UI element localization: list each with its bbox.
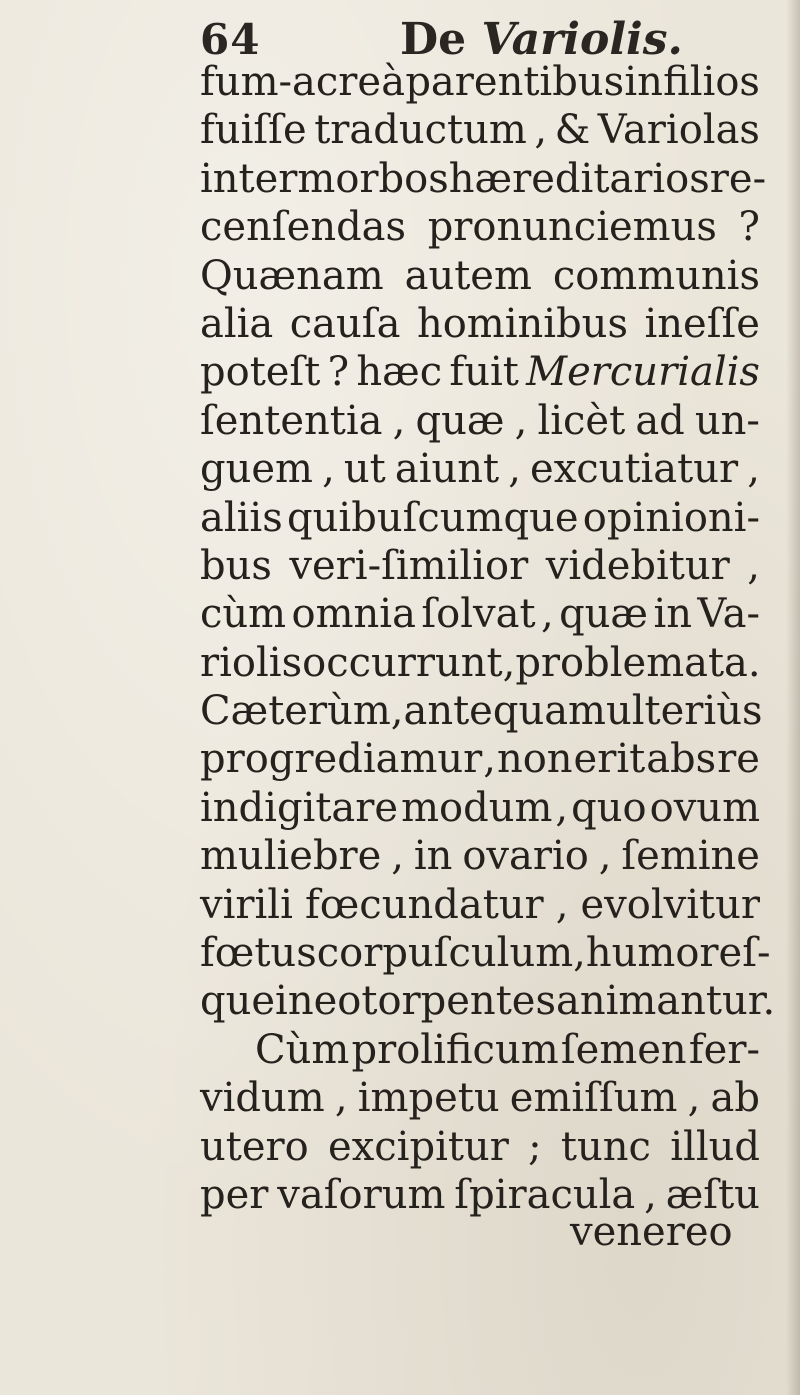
text-line xyxy=(200,445,760,493)
word: impetu xyxy=(357,1075,500,1122)
word: , xyxy=(508,446,521,493)
text-line xyxy=(200,542,760,590)
text-line xyxy=(200,590,760,638)
word: ; xyxy=(528,1123,542,1170)
word: ? xyxy=(327,349,350,396)
word: ineſſe xyxy=(644,300,760,347)
word: hæc xyxy=(356,349,443,396)
catchword: venereo xyxy=(570,1209,733,1255)
word: vidum xyxy=(200,1075,325,1122)
word: , xyxy=(334,1075,348,1122)
word: & xyxy=(554,107,591,154)
text-line xyxy=(200,735,760,783)
running-title-prefix: De xyxy=(400,14,482,65)
word: ut xyxy=(343,446,386,493)
word: ulteriùs xyxy=(605,688,763,735)
word: à xyxy=(381,59,406,105)
word: problemata. xyxy=(515,639,761,686)
word: parentibus xyxy=(405,59,625,105)
word: fer- xyxy=(688,1026,760,1073)
word: ſolvat xyxy=(421,591,536,638)
word: , xyxy=(747,446,760,493)
word: traductum xyxy=(314,107,527,154)
word: omnia xyxy=(291,591,416,638)
text-line xyxy=(200,300,760,348)
word: evolvitur xyxy=(580,881,760,928)
word: antequam xyxy=(403,688,606,735)
text-line xyxy=(200,155,767,203)
word: , xyxy=(322,446,335,493)
word: eo xyxy=(313,978,362,1025)
word: ſententia xyxy=(200,397,383,444)
word: Va- xyxy=(697,591,760,638)
word: excipitur xyxy=(328,1123,509,1170)
word: , xyxy=(555,784,569,831)
word: licèt xyxy=(537,397,626,444)
word: fum-acre xyxy=(200,59,382,105)
text-line xyxy=(200,203,760,251)
word: muliebre xyxy=(200,833,382,880)
word: occurrunt xyxy=(302,639,503,686)
word: hominibus xyxy=(416,300,628,347)
word: cenſendas xyxy=(200,204,407,251)
word: , xyxy=(598,833,612,880)
word: ? xyxy=(738,204,760,251)
word: prolificum xyxy=(351,1026,559,1073)
word: cùm xyxy=(200,591,287,638)
word: , xyxy=(573,930,586,977)
word: , xyxy=(534,107,548,154)
word: riolis xyxy=(200,639,303,686)
word: , xyxy=(644,1171,657,1218)
word: bus xyxy=(200,542,272,589)
word: indigitare xyxy=(200,784,399,831)
word: pronunciemus xyxy=(427,204,717,251)
word: , xyxy=(391,833,404,880)
text-line xyxy=(200,881,760,929)
word: Cùm xyxy=(255,1026,350,1073)
word: morbos xyxy=(297,155,449,202)
word: autem xyxy=(404,252,532,299)
word: , xyxy=(514,397,528,444)
word: , xyxy=(555,881,569,928)
word: erit xyxy=(573,736,646,783)
word: , xyxy=(483,736,496,783)
word: que xyxy=(200,978,276,1025)
page-edge-shadow xyxy=(786,0,800,1395)
word: illud xyxy=(670,1123,760,1170)
word: utero xyxy=(200,1123,309,1170)
word: modum xyxy=(401,784,553,831)
word: , xyxy=(392,397,406,444)
word: , xyxy=(687,1075,701,1122)
text-line xyxy=(200,977,776,1025)
word: quæ xyxy=(559,591,649,638)
text-line xyxy=(200,1074,760,1122)
word: ovario xyxy=(462,833,589,880)
word: Mercurialis xyxy=(526,349,760,396)
word: ſemine xyxy=(621,833,760,880)
word: in xyxy=(653,591,692,638)
word: in xyxy=(624,59,663,105)
word: quæ xyxy=(415,397,505,444)
word: virili xyxy=(200,881,293,928)
word: ab xyxy=(710,1075,760,1122)
word: fuiſſe xyxy=(200,107,307,154)
word: in xyxy=(275,978,314,1025)
word: hæreditarios xyxy=(448,155,710,202)
body-text xyxy=(200,58,776,1219)
text-line xyxy=(200,348,760,396)
text-line xyxy=(200,1026,760,1074)
word: progrediamur xyxy=(200,736,483,783)
word: aiunt xyxy=(394,446,500,493)
word: aliis xyxy=(200,494,283,541)
word: fuit xyxy=(449,349,519,396)
text-line xyxy=(200,494,760,542)
word: Quænam xyxy=(200,252,384,299)
word: abs xyxy=(646,736,717,783)
word: ſpiracula xyxy=(454,1171,636,1218)
word: communis xyxy=(552,252,760,299)
word: poteſt xyxy=(200,349,321,396)
word: emiſſum xyxy=(509,1075,678,1122)
word: guem xyxy=(200,446,313,493)
word: torpentes xyxy=(361,978,556,1025)
word: tunc xyxy=(560,1123,651,1170)
word: per xyxy=(200,1171,269,1218)
word: corpuſculum xyxy=(316,930,574,977)
word: non xyxy=(496,736,573,783)
word: , xyxy=(502,639,516,686)
word: , xyxy=(540,591,554,638)
text-line xyxy=(200,58,760,106)
text-line xyxy=(200,929,771,977)
word: in xyxy=(413,833,453,880)
word: excutiatur xyxy=(530,446,739,493)
word: fœcundatur xyxy=(304,881,544,928)
text-line xyxy=(200,397,760,445)
text-line xyxy=(200,784,760,832)
word: un- xyxy=(694,397,760,444)
text-line xyxy=(200,106,760,154)
word: filios xyxy=(663,59,760,105)
word: humoreſ- xyxy=(585,930,771,977)
word: , xyxy=(390,688,404,735)
text-line xyxy=(200,1123,760,1171)
word: animantur. xyxy=(555,978,776,1025)
word: videbitur xyxy=(545,542,730,589)
word: cauſa xyxy=(289,300,401,347)
word: quo xyxy=(571,784,647,831)
word: , xyxy=(747,542,760,589)
text-line xyxy=(200,639,760,687)
word: æſtu xyxy=(665,1171,760,1218)
text-line xyxy=(200,252,760,300)
word: alia xyxy=(200,300,274,347)
word: inter xyxy=(200,155,298,202)
word: quibuſcumque xyxy=(287,494,579,541)
running-title-italic: Variolis. xyxy=(481,14,683,65)
page-number: 64 xyxy=(200,15,261,64)
word: fœtus xyxy=(200,930,317,977)
word: re xyxy=(717,736,760,783)
text-line xyxy=(200,687,763,735)
word: Variolas xyxy=(597,107,760,154)
text-line xyxy=(200,832,760,880)
word: vaſorum xyxy=(277,1171,446,1218)
word: ovum xyxy=(649,784,760,831)
word: ad xyxy=(635,397,685,444)
word: re- xyxy=(709,155,767,202)
word: veri-ſimilior xyxy=(289,542,529,589)
word: opinioni- xyxy=(582,494,760,541)
word: ſemen xyxy=(560,1026,687,1073)
word: Cæterùm xyxy=(200,688,391,735)
